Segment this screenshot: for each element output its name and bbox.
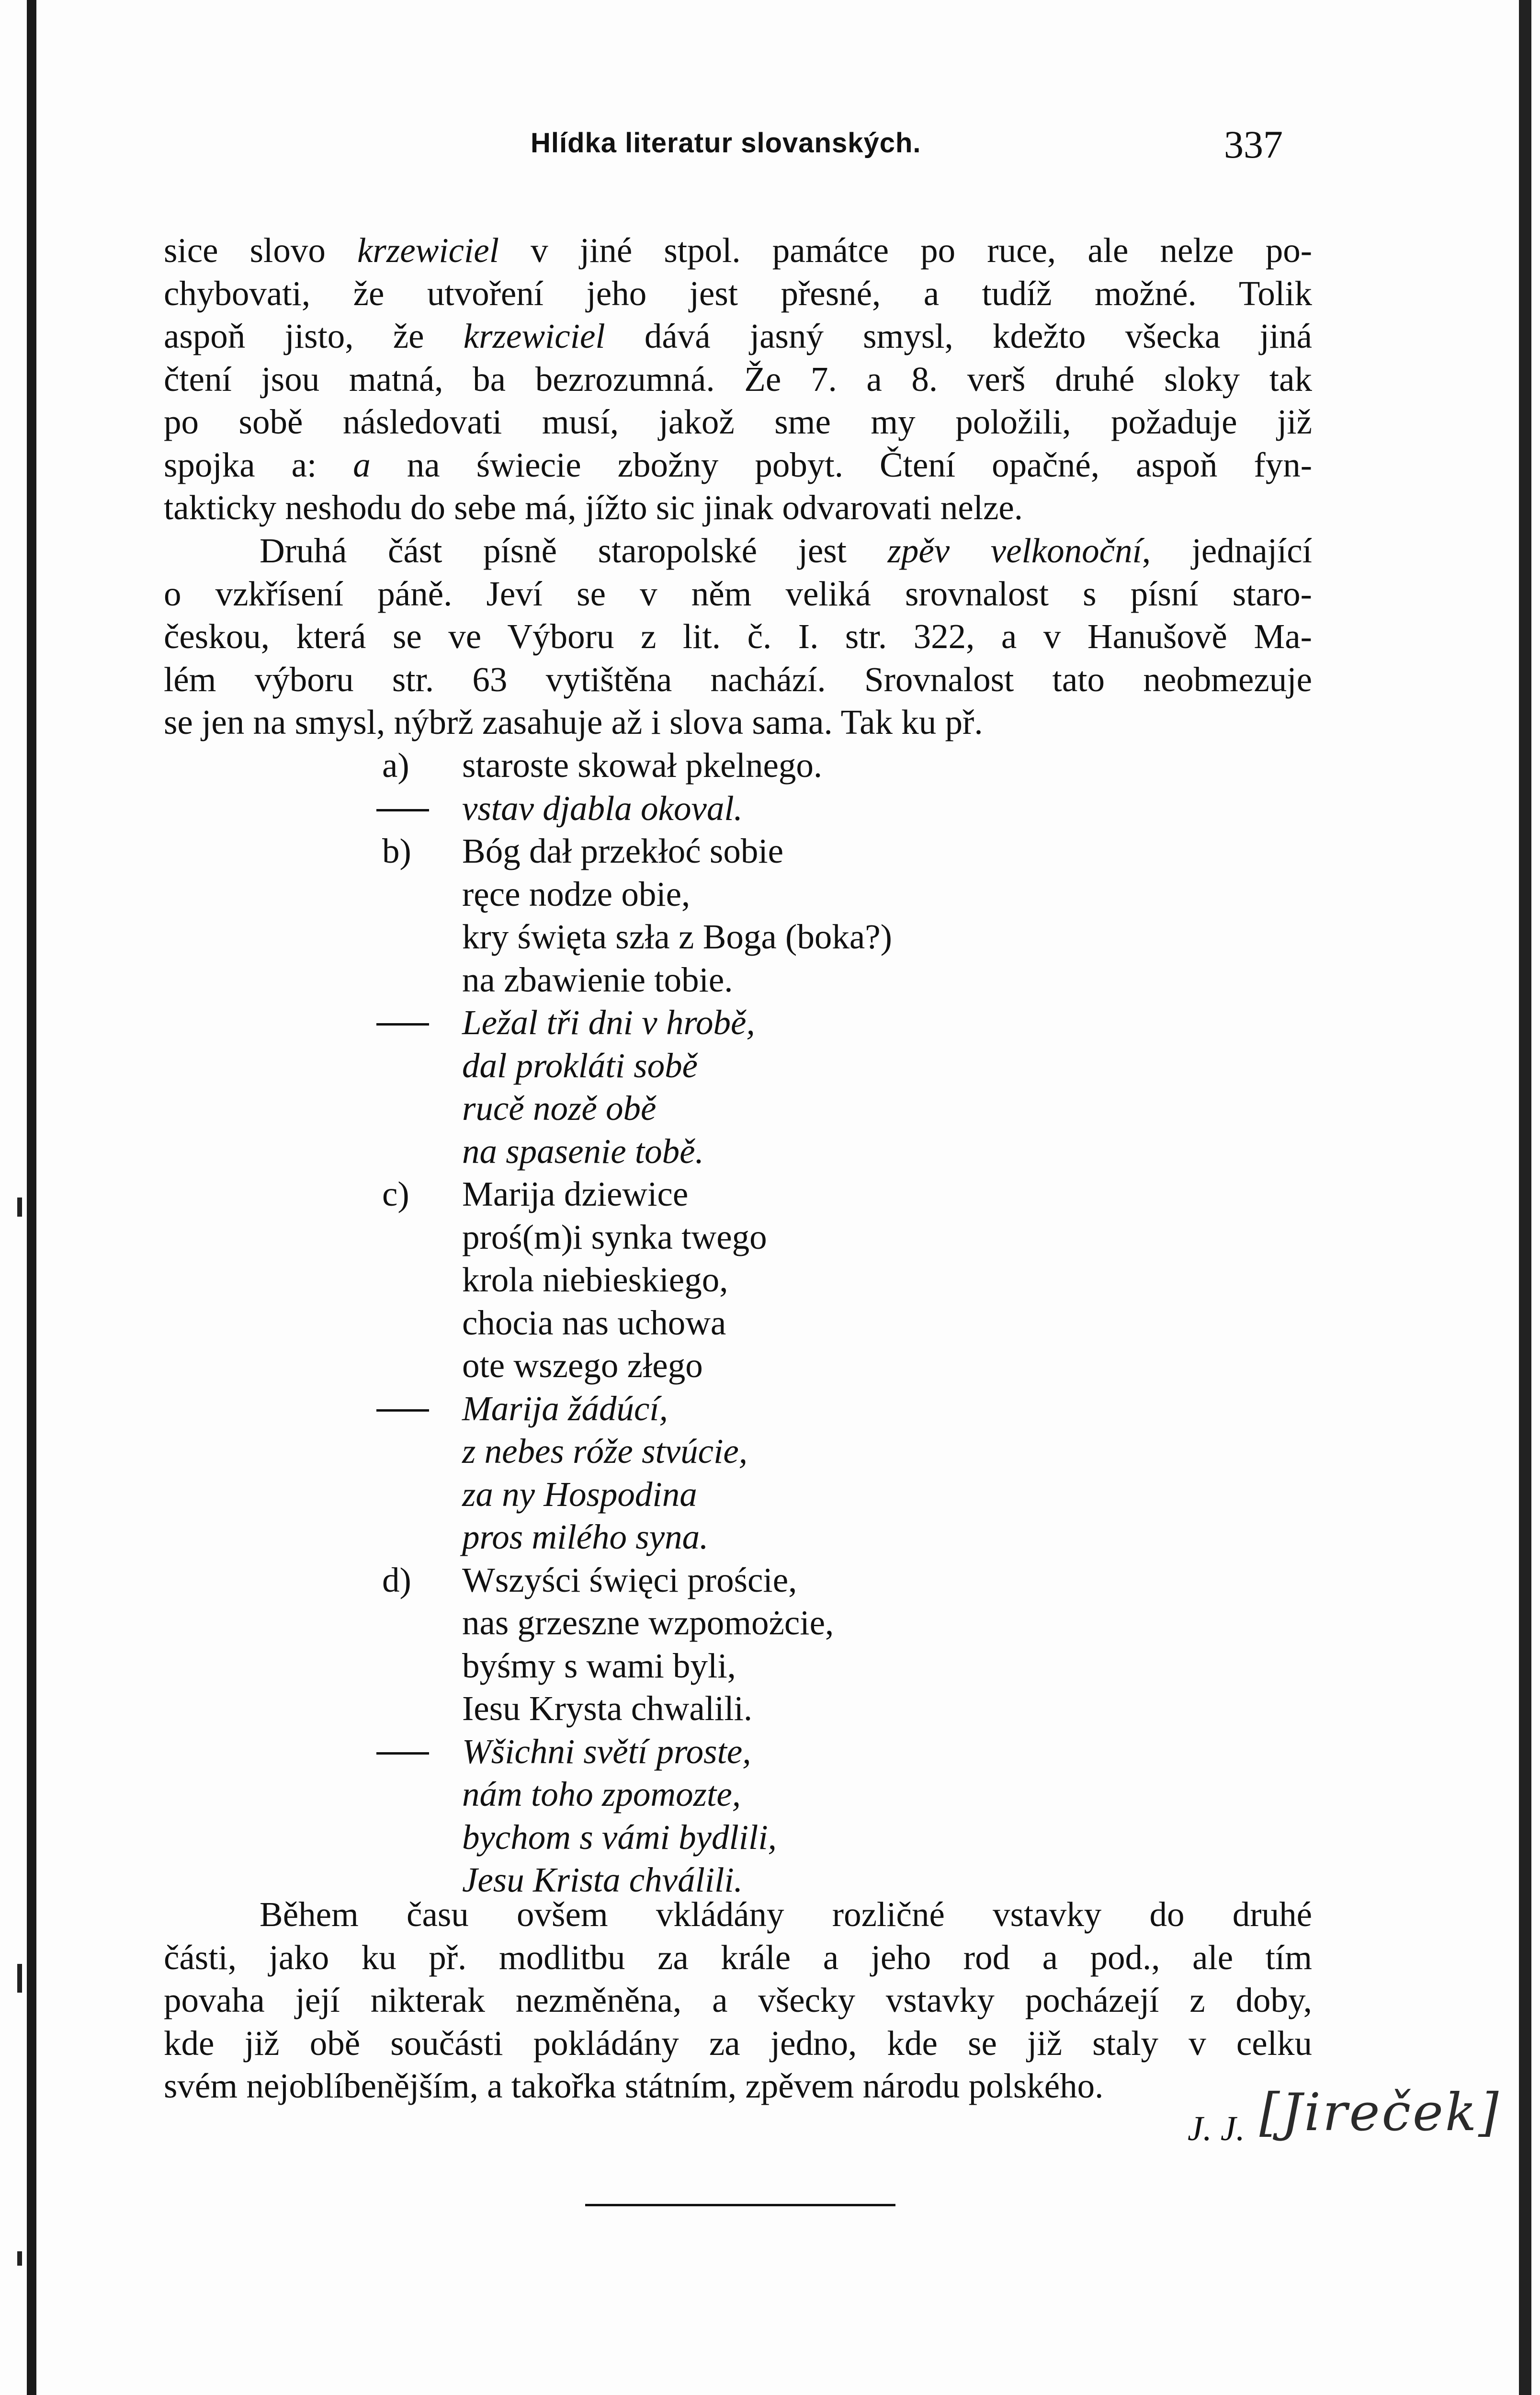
czech-parallel-dash [376,1409,429,1412]
text-run: Druhá část písně staropolské jest [260,531,888,570]
verse-text-czech: pros milého syna. [462,1517,709,1556]
verse-text-polish: ręce nodze obie, [462,874,691,913]
verse-marker: a) [382,746,409,785]
handwritten-note: [Jireček] [1259,2083,1501,2143]
italic-term: krzewiciel [357,231,499,270]
verse-text-polish: Wszyści święci proście, [462,1560,797,1599]
text-line [164,400,1312,444]
verse-marker: d) [382,1560,411,1599]
verse-text-czech: bychom s vámi bydlili, [462,1817,777,1857]
verse-line [0,1644,1540,1688]
italic-term: krzewiciel [463,317,605,355]
verse-line [0,1816,1540,1859]
verse-line [0,1130,1540,1173]
text-run: , jednající [1142,531,1312,570]
verse-text-polish: staroste skował pkelnego. [462,746,823,785]
italic-term: zpěv velkonoční [887,531,1142,570]
verse-line [0,1601,1540,1644]
text-run: o vzkřísení páně. Jeví se v něm veliká srovnalost s písní staro- [164,574,1312,613]
text-line [164,1979,1312,2022]
text-run: povaha její nikterak nezměněna, a všecky vstavky pocházejí z doby, [164,1981,1312,2019]
verse-text-polish: krola niebieskiego, [462,1260,728,1299]
verse-line [0,1430,1540,1473]
text-run: takticky neshodu do sebe má, jížto sic jinak odvarovati nelze. [164,488,1023,527]
intro-paragraph [164,229,1312,529]
text-line [164,1893,1312,1936]
verse-line [0,1687,1540,1730]
text-run: spojka a: [164,445,353,484]
verse-text-polish: Bóg dał przekłoć sobie [462,832,784,870]
text-line [164,529,1312,572]
text-line [164,444,1312,487]
verse-text-czech: Jesu Krista chválili. [462,1860,743,1899]
text-line [164,701,1312,744]
text-run: českou, která se ve Výboru z lit. č. I. str. 322, a v Hanušově Ma- [164,617,1312,656]
text-line [164,572,1312,616]
text-line [164,615,1312,658]
text-run: čtení jsou matná, ba bezrozumná. Že 7. a 8. verš druhé sloky tak [164,359,1312,399]
czech-parallel-dash [376,809,429,811]
verse-line [0,1559,1540,1602]
text-run: po sobě následovati musí, jakož sme my položili, požaduje již [164,402,1312,441]
verse-text-polish: chocia nas uchowa [462,1303,726,1342]
running-title: Hlídka literatur slovanských. [531,127,921,159]
text-run: Během času ovšem vkládány rozličné vstavky do druhé [260,1895,1312,1934]
verse-text-czech: nám toho zpomozte, [462,1775,741,1813]
text-line [164,229,1312,272]
verse-line [0,1001,1540,1044]
verse-text-polish: byśmy s wami byli, [462,1646,736,1685]
text-run: sice slovo [164,231,358,270]
verse-line [0,1087,1540,1130]
verse-text-polish: kry święta szła z Boga (boka?) [462,917,892,956]
verse-line [0,1773,1540,1816]
czech-parallel-dash [376,1023,429,1026]
verse-comparison [0,744,1540,1902]
text-line [164,2022,1312,2065]
verse-marker: c) [382,1175,409,1213]
verse-line [0,1516,1540,1559]
section-rule [585,2204,895,2206]
verse-text-czech: vstav djabla okoval. [462,788,743,828]
text-run: se jen na smysl, nýbrž zasahuje až i slova sama. Tak ku př. [164,703,983,741]
verse-line [0,1301,1540,1345]
verse-text-czech: Ležal tři dni v hrobě, [462,1003,755,1042]
text-line [164,272,1312,315]
verse-text-czech: Marija žádúcí, [462,1389,668,1428]
page-number: 337 [1224,123,1283,166]
verse-line [0,1044,1540,1087]
text-line [164,486,1312,529]
verse-text-czech: za ny Hospodina [462,1474,697,1514]
second-paragraph [164,529,1312,744]
verse-line [0,1258,1540,1301]
verse-line [0,787,1540,830]
verse-text-czech: Wšichni světí proste, [462,1732,751,1771]
verse-text-czech: dal prokláti sobě [462,1046,698,1085]
text-run: části, jako ku př. modlitbu za krále a jeho rod a pod., ale tím [164,1938,1312,1977]
verse-marker: b) [382,832,411,870]
verse-line [0,915,1540,958]
verse-line [0,1730,1540,1773]
verse-line [0,1473,1540,1516]
text-line [164,2064,1312,2108]
verse-line [0,1173,1540,1216]
text-run: lém výboru str. 63 vytištěna nachází. Srovnalost tato neobmezuje [164,660,1312,699]
verse-text-polish: ote wszego złego [462,1346,703,1385]
verse-text-polish: proś(m)i synka twego [462,1217,767,1256]
verse-text-polish: nas grzeszne wzpomożcie, [462,1603,834,1642]
verse-text-polish: na zbawienie tobie. [462,960,733,999]
author-signature: J. J. [1188,2109,1245,2148]
verse-text-polish: Marija dziewice [462,1175,689,1213]
verse-line [0,830,1540,873]
verse-line [0,744,1540,787]
verse-line [0,958,1540,1002]
text-run: aspoň jisto, že [164,317,464,355]
italic-term: a [353,445,371,484]
scan-speck [17,1964,22,1993]
verse-text-polish: Iesu Krysta chwalili. [462,1689,753,1728]
text-run: na świecie zbožny pobyt. Čtení opačné, aspoň fyn- [370,445,1312,484]
text-line [164,358,1312,401]
text-line [164,315,1312,358]
text-run: svém nejoblíbenějším, a takořka státním, zpěvem národu polského. [164,2066,1104,2105]
text-run: chybovati, že utvoření jeho jest přesné, a tudíž možné. Tolik [164,274,1312,313]
verse-text-czech: rucě nozě obě [462,1089,657,1128]
verse-text-czech: na spasenie tobě. [462,1131,704,1171]
text-run: dává jasný smysl, kdežto všecka jiná [605,317,1313,355]
verse-line [0,1344,1540,1387]
verse-line [0,1387,1540,1430]
verse-text-czech: z nebes róže stvúcie, [462,1432,748,1471]
scan-speck [17,2251,22,2266]
text-line [164,1936,1312,1979]
text-run: v jiné stpol. památce po ruce, ale nelze po- [498,231,1313,270]
czech-parallel-dash [376,1752,429,1755]
text-line [164,658,1312,701]
text-run: kde již obě součásti pokládány za jedno, kde se již staly v celku [164,2023,1312,2063]
verse-line [0,1216,1540,1259]
verse-line [0,873,1540,916]
closing-paragraph [164,1893,1312,2108]
